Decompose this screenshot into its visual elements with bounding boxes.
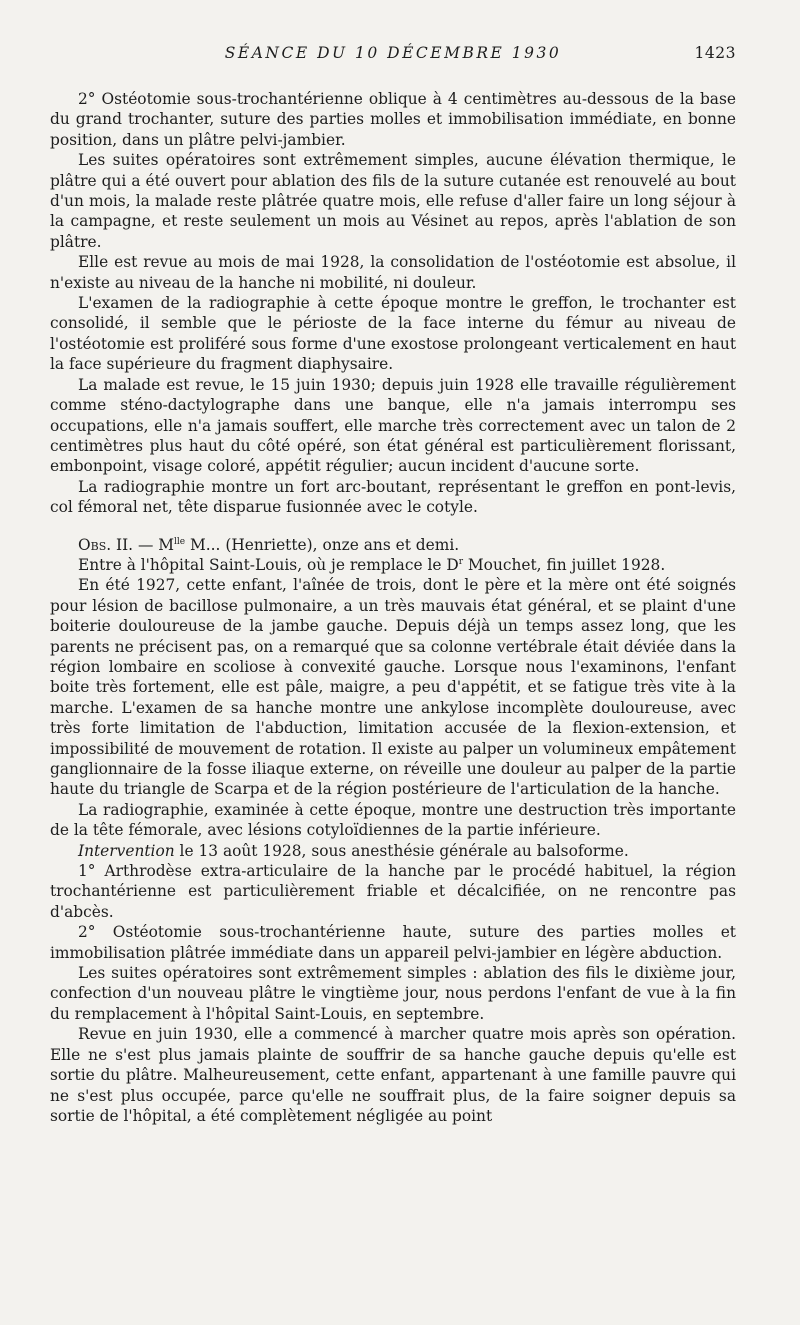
page-number: 1423: [694, 44, 736, 62]
paragraph: [50, 555, 736, 575]
paragraph: L'examen de la radiographie à cette époque montre le greffon, le trochanter est consolidé, il semble que le périoste de la face interne du fémur au niveau de l'ostéotomie est proliféré sous forme d'une exostose prolongeant verticalement en haut la face supérieure du fragment diaphysaire.: [50, 294, 736, 374]
paragraph: Revue en juin 1930, elle a commencé à marcher quatre mois après son opération. Elle ne s'est plus jamais plainte de souffrir de sa hanche gauche depuis qu'elle est sortie du plâtre. Malheureusement, cette enfant, appartenant à une famille pauvre qui ne s'est plus occupée, parce qu'elle ne souffrait plus, de la faire soigner depuis sa sortie de l'hôpital, a été complètement négligée au point: [50, 1025, 736, 1125]
paragraph: Elle est revue au mois de mai 1928, la consolidation de l'ostéotomie est absolue, il n'existe au niveau de la hanche ni mobilité, ni douleur.: [50, 253, 736, 292]
title-sup: lle: [174, 536, 186, 547]
paragraph: [50, 841, 736, 861]
running-title: SÉANCE DU 10 DÉCEMBRE 1930: [224, 44, 562, 62]
paragraph: Les suites opératoires sont extrêmement simples, aucune élévation thermique, le plâtre qui a été ouvert pour ablation des fils de la suture cutanée est renouvelé au bout d'un mois, la malade reste plâtrée quatre mois, elle refuse d'aller faire un long séjour à la campagne, et reste seulement un mois au Vésinet au repos, après l'ablation de son plâtre.: [50, 151, 736, 251]
intervention-text: le 13 août 1928, sous anesthésie générale au balsoforme.: [174, 841, 629, 860]
page-header: [50, 44, 736, 74]
entry-after-doctor: Mouchet, fin juillet 1928.: [463, 555, 666, 574]
intervention-label: Intervention: [78, 841, 175, 860]
paragraph: La malade est revue, le 15 juin 1930; depuis juin 1928 elle travaille régulièrement comme sténo-dactylographe dans une banque, elle n'a jamais interrompu ses occupations, elle n'a jamais souffert, elle marche très correctement avec un talon de 2 centimètres plus haut du côté opéré, son état général est particulièrement florissant, embonpoint, visage coloré, appétit régulier; aucun incident d'aucune sorte.: [50, 375, 736, 476]
observation-heading: [50, 535, 736, 555]
doctor-sup: r: [458, 556, 464, 567]
paragraph: En été 1927, cette enfant, l'aînée de trois, dont le père et la mère ont été soignés pour lésion de bacillose pulmonaire, a un très mauvais état général, et se plaint d'une boiterie douloureuse de la jambe gauche. Depuis déjà un temps assez long, que les parents ne précisent pas, on a remarqué que sa colonne vertébrale était déviée dans la région lombaire en scoliose à convexité gauche. Lorsque nous l'examinons, l'enfant boite très fortement, elle est pâle, maigre, a peu d'appétit, et se fatigue très vite à la marche. L'examen de sa hanche montre une ankylose incomplète douloureuse, avec très forte limitation de l'abduction, limitation accusée de la flexion-extension, et impossibilité de mouvement de rotation. Il existe au palper un volumineux empâtement ganglionnaire de la fosse iliaque externe, on réveille une douleur au palper de la partie haute du triangle de Scarpa et de la région postérieure de l'articulation de la hanche.: [50, 576, 736, 799]
paragraph: 2° Ostéotomie sous-trochantérienne haute, suture des parties molles et immobilisation plâtrée immédiate dans un appareil pelvi-jambier en légère abduction.: [50, 923, 736, 962]
patient-name: M... (Henriette), onze ans et demi.: [185, 535, 460, 554]
entry-before-doctor: Entre à l'hôpital Saint-Louis, où je remplace le D: [78, 555, 459, 574]
page-body: [50, 89, 736, 1126]
paragraph: 1° Arthrodèse extra-articulaire de la hanche par le procédé habituel, la région trochantérienne est particulièrement friable et décalcifiée, on ne rencontre pas d'abcès.: [50, 862, 736, 921]
paragraph: 2° Ostéotomie sous-trochantérienne oblique à 4 centimètres au-dessous de la base du grand trochanter, suture des parties molles et immobilisation immédiate, en bonne position, dans un plâtre pelvi-jambier.: [50, 90, 736, 149]
observation-dash: —: [133, 535, 159, 554]
paragraph: Les suites opératoires sont extrêmement simples : ablation des fils le dixième jour, confection d'un nouveau plâtre le vingtième jour, nous perdons l'enfant de vue à la fin du remplacement à l'hôpital Saint-Louis, en septembre.: [50, 964, 736, 1023]
paragraph: La radiographie, examinée à cette époque, montre une destruction très importante de la tête fémorale, avec lésions cotyloïdiennes de la partie inférieure.: [50, 800, 736, 840]
observation-label: Obs. II.: [78, 535, 134, 554]
title-abbr: M: [158, 535, 175, 554]
paragraph: La radiographie montre un fort arc-boutant, représentant le greffon en pont-levis, col fémoral net, tête disparue fusionnée avec le cotyle.: [50, 477, 736, 517]
